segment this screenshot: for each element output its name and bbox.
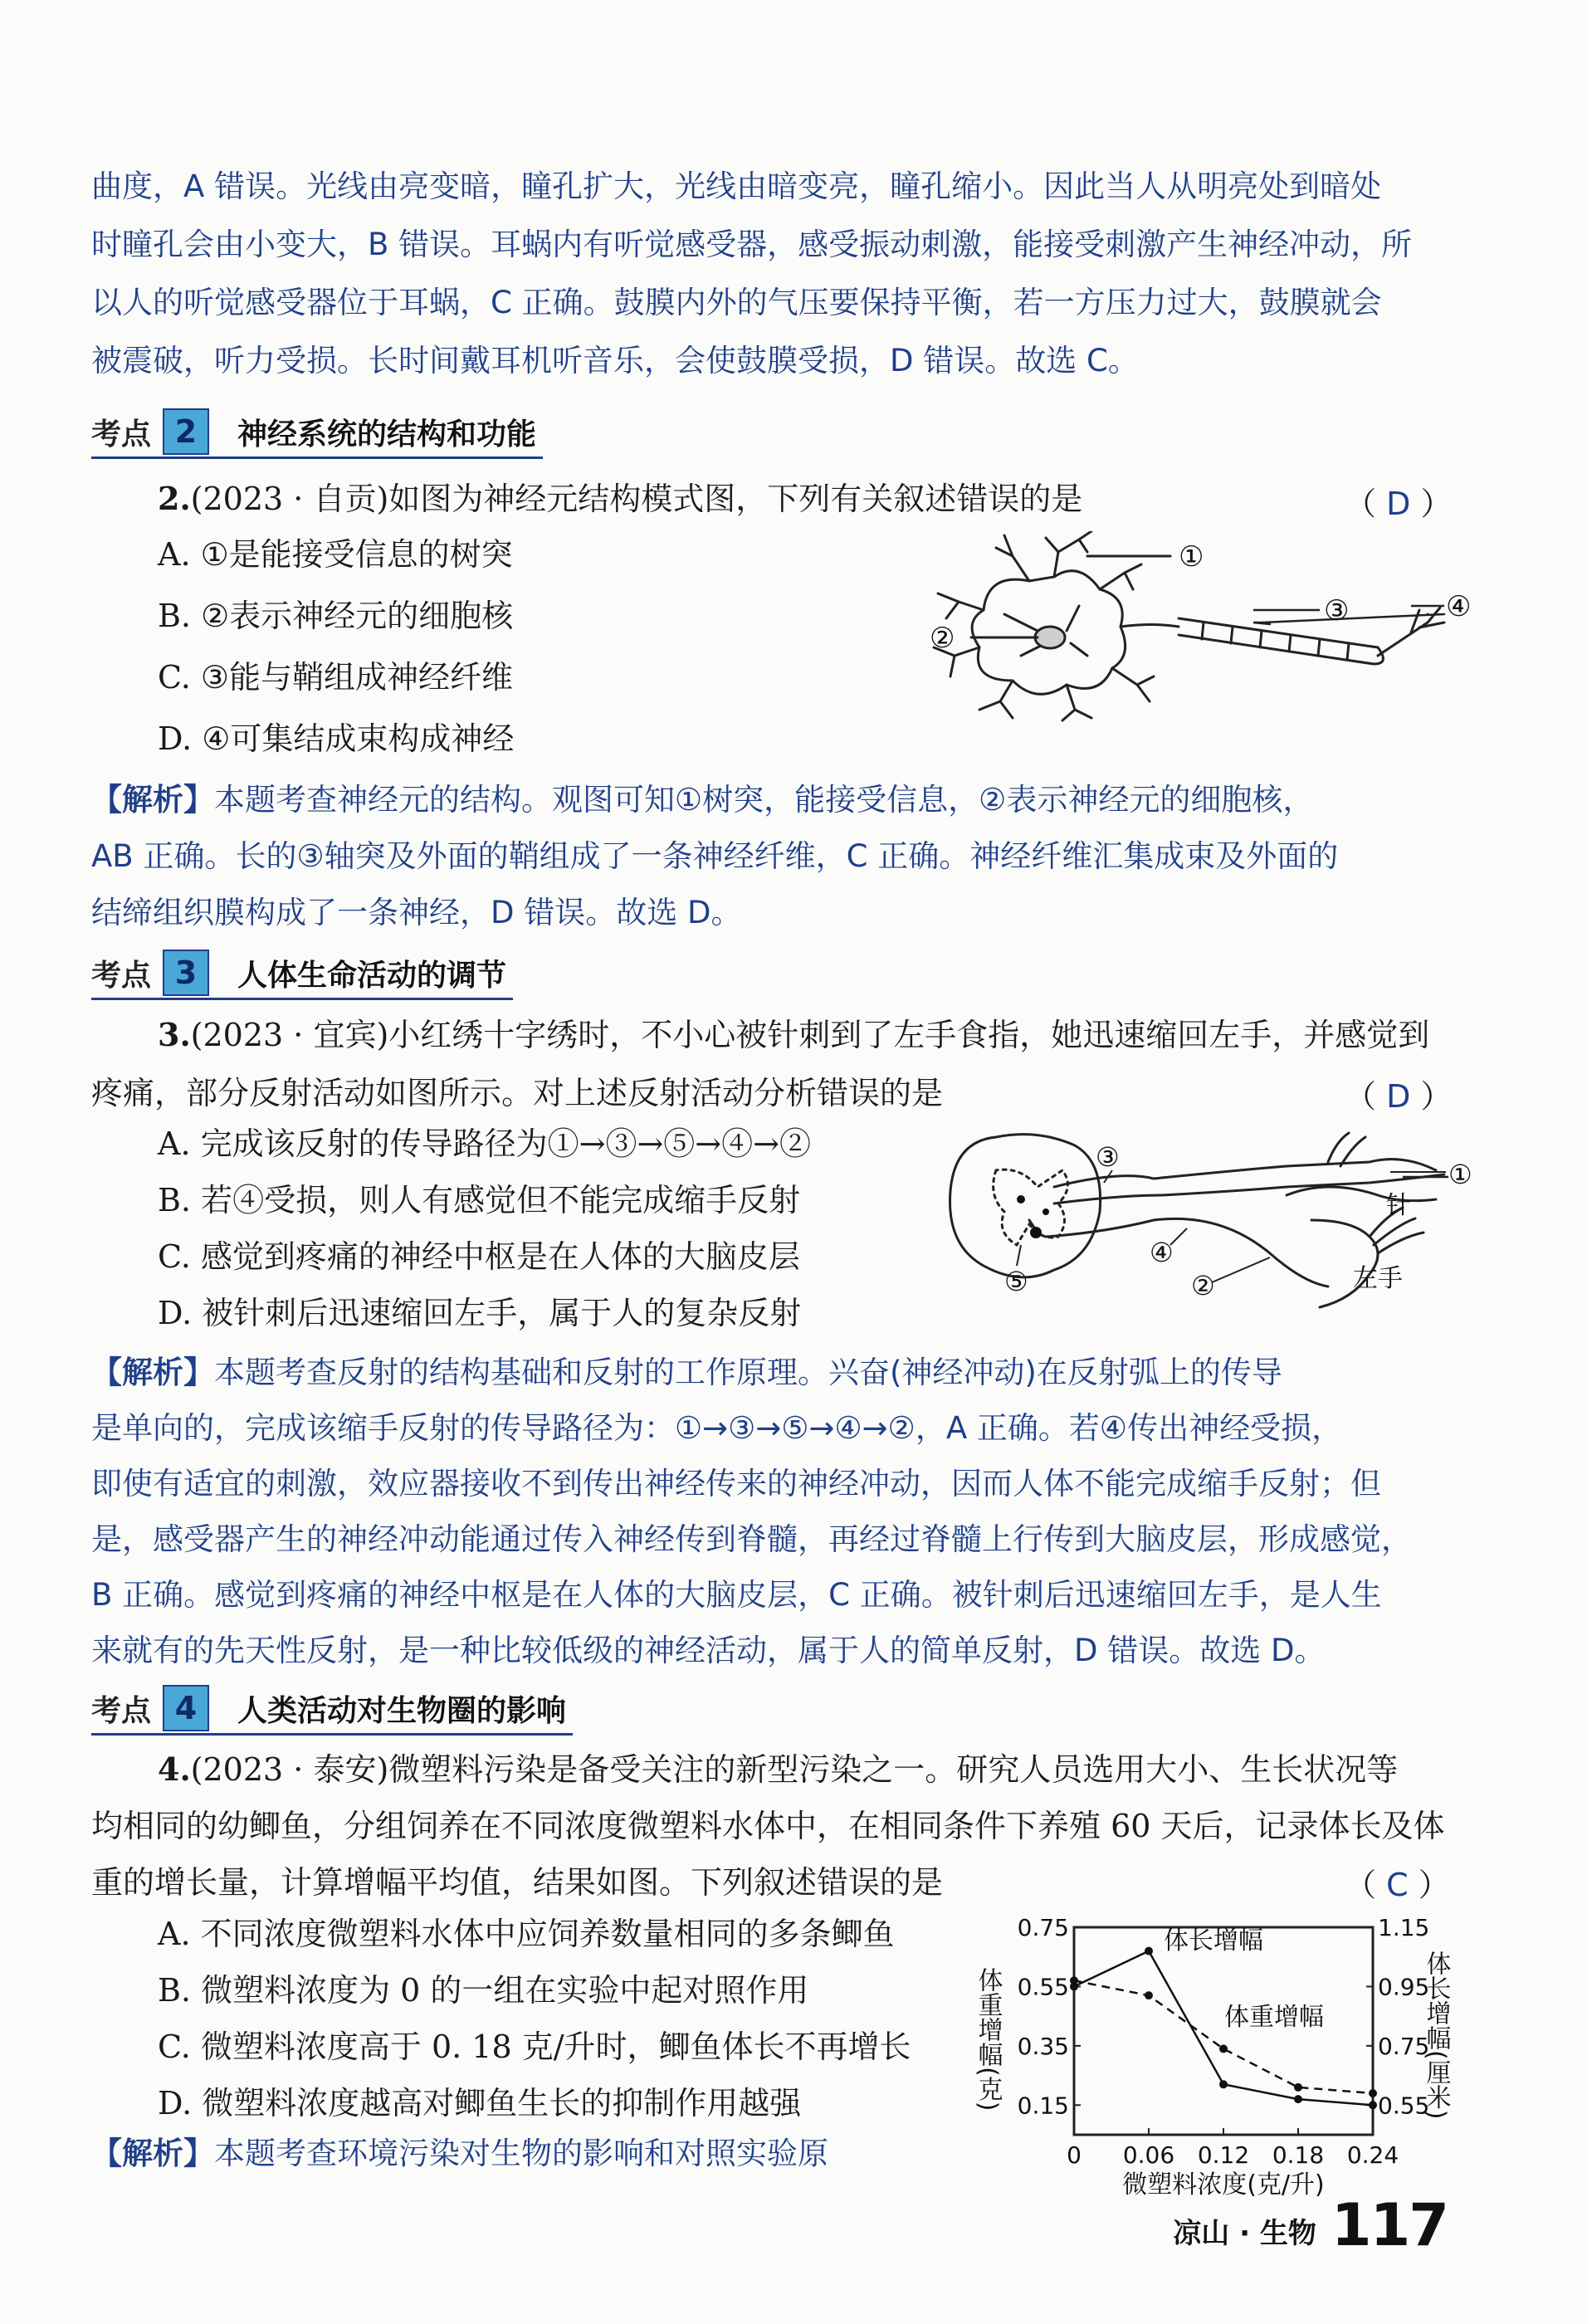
section-number: 4 xyxy=(163,1685,209,1731)
x-tick-label: 0.18 xyxy=(1272,2141,1325,2169)
q4-choice-c: C. 微塑料浓度高于 0. 18 克/升时，鲫鱼体长不再增长 xyxy=(158,2029,911,2065)
q4-stem xyxy=(91,1741,1462,1911)
q4-answer xyxy=(1345,1859,1450,1905)
q4-choice-d: D. 微塑料浓度越高对鲫鱼生长的抑制作用越强 xyxy=(158,2085,802,2121)
q3-choice-b: B. 若④受损，则人有感觉但不能完成缩手反射 xyxy=(158,1182,801,1218)
q3-analysis-line: 本题考查反射的结构基础和反射的工作原理。兴奋(神经冲动)在反射弧上的传导 xyxy=(214,1355,1282,1390)
reflex-label-3: ③ xyxy=(1096,1141,1120,1173)
section-kd: 考点 xyxy=(91,1693,152,1728)
point-weight xyxy=(1294,2083,1302,2092)
x-tick-label: 0.12 xyxy=(1197,2141,1250,2169)
q3-analysis-line: B 正确。感觉到疼痛的神经中枢是在人体的大脑皮层，C 正确。被针刺后迅速缩回左手，是人生 xyxy=(91,1577,1382,1613)
section-header-2 xyxy=(91,407,543,459)
q3-analysis-line: 来就有的先天性反射，是一种比较低级的神经活动，属于人的简单反射，D 错误。故选 D。 xyxy=(91,1633,1326,1668)
reflex-arc-diagram xyxy=(938,1120,1477,1320)
page-footer xyxy=(1173,2191,1448,2259)
paren-open: （ xyxy=(1345,486,1377,522)
q2-analysis-line: AB 正确。长的③轴突及外面的鞘组成了一条神经纤维，C 正确。神经纤维汇集成束及外面的 xyxy=(91,838,1339,874)
section-header-4 xyxy=(91,1683,573,1736)
q3-analysis-line: 即使有适宜的刺激，效应器接收不到传出神经传来的神经冲动，因而人体不能完成缩手反射；但 xyxy=(91,1466,1381,1501)
q4-choice-b: B. 微塑料浓度为 0 的一组在实验中起对照作用 xyxy=(158,1972,809,2009)
q4-analysis xyxy=(91,2125,1004,2183)
x-tick-label: 0.24 xyxy=(1346,2141,1399,2169)
q3-choice-d: D. 被针刺后迅速缩回左手，属于人的复杂反射 xyxy=(158,1295,802,1331)
neuron-label-2: ② xyxy=(930,622,955,655)
q3-analysis-line: 是单向的，完成该缩手反射的传导路径为：①→③→⑤→④→②，A 正确。若④传出神经受损， xyxy=(91,1410,1343,1446)
y-left-tick-label: 0.75 xyxy=(1017,1914,1069,1941)
chart-x-label: 微塑料浓度(克/升) xyxy=(1122,2170,1325,2200)
q3-answer-letter: D xyxy=(1386,1078,1411,1115)
q4-answer-letter: C xyxy=(1386,1867,1409,1903)
analysis-lead: 【解析】 xyxy=(91,1355,214,1390)
q2-stem xyxy=(158,470,1336,528)
intro-line: 被震破，听力受损。长时间戴耳机听音乐，会使鼓膜受损，D 错误。故选 C。 xyxy=(91,343,1139,378)
point-weight xyxy=(1369,2089,1377,2097)
chart-y-label-right: 体长增幅(厘米) xyxy=(1421,1950,1451,2120)
point-weight xyxy=(1070,1976,1078,1985)
series-label-length: 体长增幅 xyxy=(1164,1926,1263,1955)
q3-analysis xyxy=(91,1345,1462,1678)
chart-y-label-left: 体重增幅(克) xyxy=(973,1967,1003,2112)
q3-stem-line: (2023 · 宜宾)小红绣十字绣时，不小心被针刺到了左手食指，她迅速缩回左手，并感觉到 xyxy=(190,1017,1430,1053)
y-left-tick-label: 0.15 xyxy=(1017,2092,1069,2120)
footer-subject: 凉山 · 生物 xyxy=(1173,2217,1316,2250)
y-left-tick-label: 0.55 xyxy=(1017,1973,1069,2001)
q3-analysis-line: 是，感受器产生的神经冲动能通过传入神经传到脊髓，再经过脊髓上行传到大脑皮层，形成感觉， xyxy=(91,1521,1412,1557)
y-left-tick-label: 0.35 xyxy=(1017,2032,1069,2060)
analysis-lead: 【解析】 xyxy=(91,2136,214,2171)
paren-open: （ xyxy=(1345,1867,1377,1903)
section-number: 2 xyxy=(163,408,209,455)
section-title: 神经系统的结构和功能 xyxy=(237,417,537,452)
q4-stem-line: 重的增长量，计算增幅平均值，结果如图。下列叙述错误的是 xyxy=(91,1864,944,1901)
section-number: 3 xyxy=(163,950,209,996)
neuron-label-4: ④ xyxy=(1446,590,1472,623)
intro-line: 曲度，A 错误。光线由亮变暗，瞳孔扩大，光线由暗变亮，瞳孔缩小。因此当人从明亮处到暗处 xyxy=(91,168,1382,204)
q2-stem-text: (2023 · 自贡)如图为神经元结构模式图，下列有关叙述错误的是 xyxy=(190,481,1083,517)
q4-choice-a: A. 不同浓度微塑料水体中应饲养数量相同的多条鲫鱼 xyxy=(158,1916,895,1952)
q2-answer-letter: D xyxy=(1386,486,1411,522)
reflex-label-2: ② xyxy=(1191,1270,1215,1301)
reflex-label-4: ④ xyxy=(1150,1237,1174,1268)
q2-analysis xyxy=(91,772,1462,941)
intro-line: 时瞳孔会由小变大，B 错误。耳蜗内有听觉感受器，感受振动刺激，能接受刺激产生神经冲动，所 xyxy=(91,227,1413,262)
q2-answer xyxy=(1345,478,1452,524)
section-kd: 考点 xyxy=(91,958,152,993)
paren-close: ） xyxy=(1418,1867,1450,1903)
neuron-label-1: ① xyxy=(1179,540,1204,574)
x-tick-label: 0.06 xyxy=(1122,2141,1175,2169)
reflex-label-1: ① xyxy=(1448,1159,1472,1190)
section-title: 人体生命活动的调节 xyxy=(237,958,507,993)
page-number: 117 xyxy=(1331,2191,1448,2259)
point-length xyxy=(1294,2095,1302,2103)
section-title: 人类活动对生物圈的影响 xyxy=(237,1693,567,1728)
microplastic-chart xyxy=(971,1901,1469,2200)
point-weight xyxy=(1145,1991,1153,1999)
q4-stem-line: (2023 · 泰安)微塑料污染是备受关注的新型污染之一。研究人员选用大小、生长状况等 xyxy=(190,1751,1399,1788)
analysis-lead: 【解析】 xyxy=(91,782,214,818)
paren-close: ） xyxy=(1420,486,1453,522)
chart-frame xyxy=(1074,1927,1373,2135)
neuron-label-3: ③ xyxy=(1324,594,1350,627)
series-label-weight: 体重增幅 xyxy=(1224,2003,1324,2032)
series-line-weight xyxy=(1074,1980,1373,2093)
intro-analysis xyxy=(91,158,1462,390)
y-right-tick-label: 0.75 xyxy=(1378,2032,1430,2060)
q2-number: 2. xyxy=(158,480,191,517)
q3-number: 3. xyxy=(158,1016,191,1053)
paren-close: ） xyxy=(1420,1078,1453,1115)
point-length xyxy=(1369,2101,1377,2109)
q4-number: 4. xyxy=(158,1750,191,1788)
q2-analysis-line: 结缔组织膜构成了一条神经，D 错误。故选 D。 xyxy=(91,895,742,930)
neuron-diagram xyxy=(913,531,1477,722)
y-right-tick-label: 0.95 xyxy=(1378,1973,1430,2001)
y-right-tick-label: 0.55 xyxy=(1378,2092,1430,2120)
x-tick-label: 0 xyxy=(1067,2141,1082,2169)
point-length xyxy=(1145,1947,1153,1955)
q3-choice-a: A. 完成该反射的传导路径为①→③→⑤→④→② xyxy=(158,1125,811,1162)
q3-choice-c: C. 感觉到疼痛的神经中枢是在人体的大脑皮层 xyxy=(158,1238,800,1275)
q2-choice-b: B. ②表示神经元的细胞核 xyxy=(158,598,514,634)
q4-analysis-line: 本题考查环境污染对生物的影响和对照实验原 xyxy=(214,2136,828,2171)
paren-open: （ xyxy=(1345,1078,1377,1115)
q3-answer xyxy=(1345,1071,1452,1116)
section-header-3 xyxy=(91,948,513,1000)
q4-stem-line: 均相同的幼鲫鱼，分组饲养在不同浓度微塑料水体中，在相同条件下养殖 60 天后，记录体长及体 xyxy=(91,1808,1445,1844)
q2-choice-d: D. ④可集结成束构成神经 xyxy=(158,720,515,757)
point-weight xyxy=(1219,2044,1228,2053)
q2-choice-a: A. ①是能接受信息的树突 xyxy=(158,536,513,573)
q3-stem-line: 疼痛，部分反射活动如图所示。对上述反射活动分析错误的是 xyxy=(91,1075,944,1111)
label-left-hand: 左手 xyxy=(1353,1264,1403,1293)
point-length xyxy=(1219,2080,1228,2088)
intro-line: 以人的听觉感受器位于耳蜗，C 正确。鼓膜内外的气压要保持平衡，若一方压力过大，鼓膜就会 xyxy=(91,285,1382,320)
reflex-label-5: ⑤ xyxy=(1004,1266,1028,1297)
label-needle: 针 xyxy=(1386,1191,1411,1220)
q3-stem xyxy=(91,1006,1462,1122)
y-right-tick-label: 1.15 xyxy=(1378,1914,1430,1941)
q2-analysis-line: 本题考查神经元的结构。观图可知①树突，能接受信息，②表示神经元的细胞核， xyxy=(214,782,1314,818)
q2-choice-c: C. ③能与鞘组成神经纤维 xyxy=(158,659,513,696)
section-kd: 考点 xyxy=(91,417,152,452)
